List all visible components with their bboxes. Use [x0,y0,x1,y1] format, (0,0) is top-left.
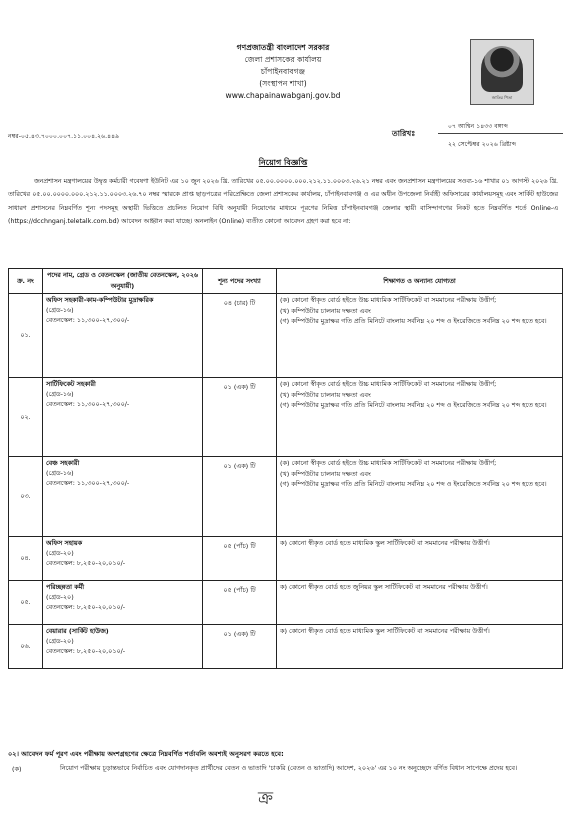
date-english: ২২ সেপ্টেম্বর ২০২৬ খ্রিষ্টাব্দ [448,141,517,148]
qualification-line: (খ) কম্পিউটার চালনায় দক্ষতা এবং [280,469,371,478]
table-row [9,625,563,669]
item-text: নিয়োগ পরীক্ষায় চূড়ান্তভাবে নির্বাচিত এবং যোগদানকৃত প্রার্থীদের বেতন ও ভাতাদি 'চাকরি (বেতন ও ভাতাদি) আদেশ, ২০২৬' এর ১০ নং অনুচ্ছেদে বর্ণিত বিধান সাপেক্ষে প্রদেয় হবে। [60,764,518,772]
row-vacancy: ০১ (এক) টি [203,378,277,457]
qualification-line: ক) কোনো স্বীকৃত বোর্ড হতে জুনিয়র স্কুল সার্টিফিকেট বা সমমানের পরীক্ষায় উত্তীর্ণ। [280,583,488,591]
post-name: অফিস সহায়ক [46,539,83,547]
portrait-image [470,39,534,105]
header-qualification: শিক্ষাগত ও অন্যান্য যোগ্যতা [277,269,563,294]
post-scale: বেতনস্কেল: ১১,৩০০-২৭,৩০০/- [46,479,130,487]
section-2-heading: ০২। আবেদন ফর্ম পূরণ এবং পরীক্ষায় অংশগ্রহণের ক্ষেত্রে নিম্নবর্ণিত শর্তাবলি অবশ্যই অনুসরণ করতে হবে: [8,750,284,758]
post-name: অফিস সহকারী-কাম-কম্পিউটার মুদ্রাক্ষরিক [46,296,154,304]
table-header-row [9,269,563,294]
memo-number: নম্বর-০৫.৪৩.৭০০০.০০৭.১১.০০৪.২৬.৪৪৯ [8,133,120,140]
post-grade: (গ্রেড-১৬) [46,469,74,477]
qualification-line: (ক) কোনো স্বীকৃত বোর্ড হইতে উচ্চ মাধ্যমিক সার্টিফিকেট বা সমমানের পরীক্ষায় উত্তীর্ণ; [280,459,497,467]
table-row [9,537,563,581]
header-serial: ক্র. নং [9,269,43,294]
portrait-caption: জাতির পিতা [491,95,513,100]
row-serial: ০৫. [9,581,43,625]
website-link[interactable]: www.chapainawabganj.gov.bd [225,91,341,100]
post-grade: (গ্রেড-২০) [46,637,74,645]
letterhead [150,42,416,102]
post-scale: বেতনস্কেল: ১১,৩০০-২৭,৩০০/- [46,316,130,324]
qualification-line: (গ) কম্পিউটার মুদ্রাক্ষর গতি প্রতি মিনিটে বাংলায় সর্বনিম্ন ২০ শব্দ ও ইংরেজিতে সর্বনিম্ন ২০ শব্দ হতে হবে। [280,401,547,409]
page-title: নিয়োগ বিজ্ঞপ্তি [258,158,308,167]
post-name: বেয়ারার (সার্কিট হাউজ) [46,627,109,635]
post-name: পরিচ্ছন্নতা কর্মী [46,583,85,591]
office-name: জেলা প্রশাসকের কার্যালয় [244,55,322,64]
qualification-line: (খ) কম্পিউটার চালনায় দক্ষতা এবং [280,306,371,315]
post-scale: বেতনস্কেল: ৮,২৫০-২০,০১০/- [46,559,126,567]
date-divider [438,133,563,134]
post-grade: (গ্রেড-২০) [46,549,74,557]
row-qualification [277,537,563,581]
row-serial: ০২. [9,378,43,457]
section-name: (সংস্থাপন শাখা) [259,79,307,88]
signature-mark: ক্র [258,788,274,809]
post-grade: (গ্রেড-১৬) [46,306,74,314]
row-qualification [277,378,563,457]
table-row [9,294,563,378]
govt-name: গণপ্রজাতন্ত্রী বাংলাদেশ সরকার [236,43,330,52]
table-row [9,457,563,537]
row-vacancy: ০১ (এক) টি [203,625,277,669]
row-vacancy: ০১ (এক) টি [203,457,277,537]
row-post-cell [43,625,203,669]
row-post-cell [43,457,203,537]
row-post-cell [43,378,203,457]
header-vacancy: শূন্য পদের সংখ্যা [203,269,277,294]
row-vacancy: ০৫ (পাঁচ) টি [203,537,277,581]
row-vacancy: ০৪ (চার) টি [203,294,277,378]
item-label: (ক) [12,765,22,773]
portrait-figure [481,46,523,92]
qualification-line: ক) কোনো স্বীকৃত বোর্ড হতে মাধ্যমিক স্কুল সার্টিফিকেট বা সমমানের পরীক্ষায় উত্তীর্ণ। [280,627,490,635]
row-serial: ০৪. [9,537,43,581]
district-name: চাঁপাইনবাবগঞ্জ [260,67,306,76]
row-qualification [277,625,563,669]
row-qualification [277,294,563,378]
date-label: তারিখঃ [392,129,416,138]
date-bangla: ০৭ আশ্বিন ১৪৩৩ বঙ্গাব্দ [448,123,508,130]
row-serial: ০১. [9,294,43,378]
row-serial: ০৩. [9,457,43,537]
post-scale: বেতনস্কেল: ৮,২৫০-২০,০১০/- [46,647,126,655]
post-grade: (গ্রেড-২০) [46,593,74,601]
qualification-line: (গ) কম্পিউটার মুদ্রাক্ষর গতি প্রতি মিনিটে বাংলায় সর্বনিম্ন ২০ শব্দ ও ইংরেজিতে সর্বনিম্ন ২০ শব্দ হতে হবে। [280,317,547,325]
row-post-cell [43,537,203,581]
qualification-line: (ক) কোনো স্বীকৃত বোর্ড হইতে উচ্চ মাধ্যমিক সার্টিফিকেট বা সমমানের পরীক্ষায় উত্তীর্ণ; [280,380,497,388]
row-qualification [277,581,563,625]
table-row [9,581,563,625]
intro-paragraph: জনপ্রশাসন মন্ত্রণালয়ের উদ্বৃত্ত কর্মচারী গবেষণা ইউনিট এর ১০ জুন ২০২৬ খ্রি. তারিখের ০৫.০০.০০০০.০০০.২১২.১১.০০০৩.২৬.২১ নম্বর এবং জনপ্রশাসন মন্ত্রণালয়ের সওব্য-১৬ শাখার ০১ আগস্ট ২০২৬ খ্রি. তারিখের ০৫.০০.০০০০.০০০.২১২.১১.০০০৩.২৬.৭০ নম্বর স্মারকে প্রাপ্ত ছাড়পত্রের পরিপ্রেক্ষিতে জেলা প্রশাসকের কার্যালয়, চাঁপাইনবাবগঞ্জ ও এর অধীন উপজেলা নির্বাহী অফিসারের কার্যালয়সমূহ এবং সার্কিট হাউজের সাধারণ প্রশাসনের নিম্নবর্ণিত শূন্য পদসমূহ অস্থায়ী ভিত্তিতে প্রচলিত নিয়োগ বিধি অনুযায়ী নিয়োগের মাধ্যমে পূরণের নিমিত্ত চাঁপাইনবাবগঞ্জ জেলার স্থায়ী বাসিন্দাগণের নিকট হতে নিম্নবর্ণিত শর্তে Online-এ (https://dcchnganj.teletalk.com.bd) আবেদন আহ্বান করা যাচ্ছে। অনলাইন (Online) ব্যতীত কোনো আবেদন গ্রহণ করা হবে না: [8,178,558,226]
post-scale: বেতনস্কেল: ৮,২৫০-২০,০১০/- [46,603,126,611]
row-qualification [277,457,563,537]
row-post-cell [43,581,203,625]
qualification-line: (ক) কোনো স্বীকৃত বোর্ড হইতে উচ্চ মাধ্যমিক সার্টিফিকেট বা সমমানের পরীক্ষায় উত্তীর্ণ; [280,296,497,304]
row-post-cell [43,294,203,378]
qualification-line: ক) কোনো স্বীকৃত বোর্ড হতে মাধ্যমিক স্কুল সার্টিফিকেট বা সমমানের পরীক্ষায় উত্তীর্ণ। [280,539,490,547]
vacancy-table [8,268,563,669]
post-name: বেঞ্চ সহকারী [46,459,80,467]
qualification-line: (গ) কম্পিউটার মুদ্রাক্ষর গতি প্রতি মিনিটে বাংলায় সর্বনিম্ন ২০ শব্দ ও ইংরেজিতে সর্বনিম্ন ২০ শব্দ হতে হবে। [280,480,547,488]
post-name: সার্টিফিকেট সহকারী [46,380,96,388]
post-scale: বেতনস্কেল: ১১,৩০০-২৭,৩০০/- [46,400,130,408]
qualification-line: (খ) কম্পিউটার চালনায় দক্ষতা এবং [280,390,371,399]
table-row [9,378,563,457]
row-serial: ০৬. [9,625,43,669]
post-grade: (গ্রেড-১৬) [46,390,74,398]
header-post: পদের নাম, গ্রেড ও বেতনস্কেল (জাতীয় বেতনস্কেল, ২০২৬ অনুযায়ী) [43,269,203,294]
row-vacancy: ০৫ (পাঁচ) টি [203,581,277,625]
